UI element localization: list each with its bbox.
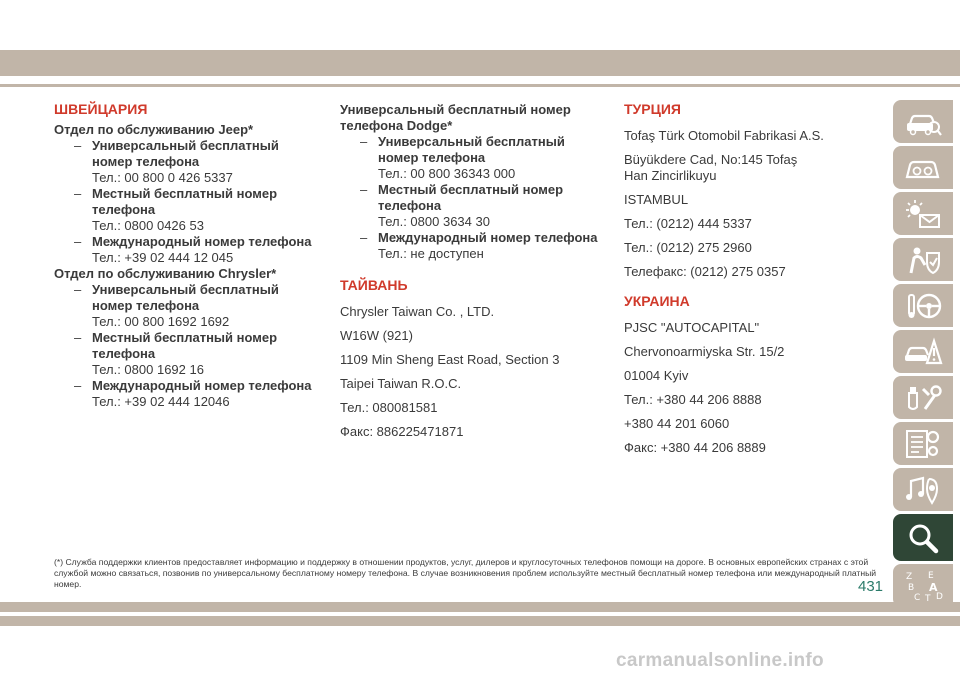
top-rule	[0, 84, 960, 87]
phone-number: Тел.: +380 44 206 8888	[624, 392, 762, 407]
phone-number: Тел.: (0212) 444 5337	[624, 216, 752, 231]
dashboard-icon	[903, 151, 943, 185]
list-item: – Международный номер телефона Тел.: +39 02 444 12046	[54, 378, 319, 410]
address-line: 1109 Min Sheng East Road, Section 3	[340, 352, 560, 367]
svg-text:E: E	[928, 570, 934, 581]
specifications-icon	[903, 427, 943, 461]
phone-number: Тел.: 0800 0426 53	[92, 218, 204, 233]
tab-driving[interactable]	[893, 284, 953, 327]
svg-text:Z: Z	[906, 571, 913, 582]
list-item: – Местный бесплатный номер телефона Тел.: 0800 0426 53	[54, 186, 319, 234]
phone-number: Тел.: 00 800 0 426 5337	[92, 170, 233, 185]
phone-number: Тел.: +39 02 444 12 045	[92, 250, 234, 265]
tab-maintenance[interactable]	[893, 376, 953, 419]
phone-number: Тел.: 080081581	[340, 400, 438, 415]
tab-warning-lights[interactable]	[893, 192, 953, 235]
column-turkey-ukraine	[624, 100, 874, 464]
address-line: Han Zincirlikuyu	[624, 168, 717, 183]
fax-number: Факс: +380 44 206 8889	[624, 440, 766, 455]
heading-taiwan: ТАЙВАНЬ	[340, 277, 408, 293]
column-dodge-taiwan	[340, 102, 600, 448]
bottom-band	[0, 616, 960, 626]
bottom-band	[0, 602, 960, 612]
phone-number: +380 44 201 6060	[624, 416, 730, 431]
phone-number: Тел.: +39 02 444 12046	[92, 394, 230, 409]
list-item: – Универсальный бесплатный номер телефона Тел.: 00 800 0 426 5337	[54, 138, 319, 186]
heading-ukraine: УКРАИНА	[624, 293, 690, 309]
list-item: – Международный номер телефона Тел.: не доступен	[340, 230, 600, 262]
svg-text:B: B	[908, 582, 915, 593]
address-line: 01004 Kyiv	[624, 368, 689, 383]
list-item: – Местный бесплатный номер телефона Тел.: 0800 3634 30	[340, 182, 600, 230]
maintenance-icon	[903, 381, 943, 415]
list-item: – Местный бесплатный номер телефона Тел.: 0800 1692 16	[54, 330, 319, 378]
watermark: carmanualsonline.info	[616, 650, 824, 671]
multimedia-icon	[903, 473, 943, 507]
address-line: Büyükdere Cad, No:145 Tofaş	[624, 152, 798, 167]
tab-multimedia[interactable]	[893, 468, 953, 511]
top-band	[0, 50, 960, 76]
fax-number: Факс: 886225471871	[340, 424, 464, 439]
driving-icon	[903, 289, 943, 323]
address-line: PJSC "AUTOCAPITAL"	[624, 320, 760, 335]
address-line: ISTAMBUL	[624, 192, 689, 207]
warning-lights-icon	[903, 197, 943, 231]
tab-emergency[interactable]	[893, 330, 953, 373]
footnote: (*) Служба поддержки клиентов предоставляет информацию и поддержку в отношении продуктов, услуг, дилеров и круглосуточных телефонов помощи на дороге. В основных европейских странах с этой службой можно связаться, позвонив по универсальному бесплатному номеру телефона. В случае возникновения проблем используйте местный бесплатный номер телефона или международный платный номер.	[54, 557, 877, 589]
page-number: 431	[858, 578, 884, 595]
tab-dashboard[interactable]	[893, 146, 953, 189]
phone-number: Тел.: 0800 3634 30	[378, 214, 490, 229]
column-switzerland	[54, 100, 319, 410]
jeep-service-title: Отдел по обслуживанию Jeep*	[54, 122, 254, 137]
tab-safety[interactable]	[893, 238, 953, 281]
tab-car-info[interactable]	[893, 100, 953, 143]
phone-number: Тел.: (0212) 275 2960	[624, 240, 752, 255]
list-item: – Универсальный бесплатный номер телефона Тел.: 00 800 1692 1692	[54, 282, 319, 330]
list-item: – Международный номер телефона Тел.: +39 02 444 12 045	[54, 234, 319, 266]
address-line: Tofaş Türk Otomobil Fabrikasi A.S.	[624, 128, 824, 143]
phone-number: Тел.: не доступен	[378, 246, 484, 261]
heading-turkey: ТУРЦИЯ	[624, 101, 681, 117]
svg-text:D: D	[936, 591, 943, 602]
phone-number: Тел.: 00 800 1692 1692	[92, 314, 230, 329]
search-index-icon	[903, 521, 943, 555]
heading-switzerland: ШВЕЙЦАРИЯ	[54, 101, 148, 117]
address-line: Chervonoarmiyska Str. 15/2	[624, 344, 785, 359]
emergency-icon	[903, 335, 943, 369]
address-line: Taipei Taiwan R.O.C.	[340, 376, 462, 391]
chrysler-service-title: Отдел по обслуживанию Chrysler*	[54, 266, 277, 281]
tab-specifications[interactable]	[893, 422, 953, 465]
car-info-icon	[903, 105, 943, 139]
list-item: – Универсальный бесплатный номер телефона Тел.: 00 800 36343 000	[340, 134, 600, 182]
address-line: W16W (921)	[340, 328, 413, 343]
phone-number: Тел.: 0800 1692 16	[92, 362, 204, 377]
dodge-service-title: Универсальный бесплатный номер телефона Dodge*	[340, 102, 571, 133]
svg-text:C: C	[914, 592, 921, 603]
address-line: Chrysler Taiwan Co. , LTD.	[340, 304, 495, 319]
tab-alphabet-index[interactable]	[893, 564, 953, 607]
phone-number: Тел.: 00 800 36343 000	[378, 166, 516, 181]
safety-icon	[903, 243, 943, 277]
svg-text:T: T	[925, 593, 931, 603]
fax-number: Телефакс: (0212) 275 0357	[624, 264, 786, 279]
tab-search-index[interactable]	[893, 514, 953, 561]
svg-text:A: A	[929, 580, 938, 594]
alphabet-index-icon	[903, 569, 943, 603]
